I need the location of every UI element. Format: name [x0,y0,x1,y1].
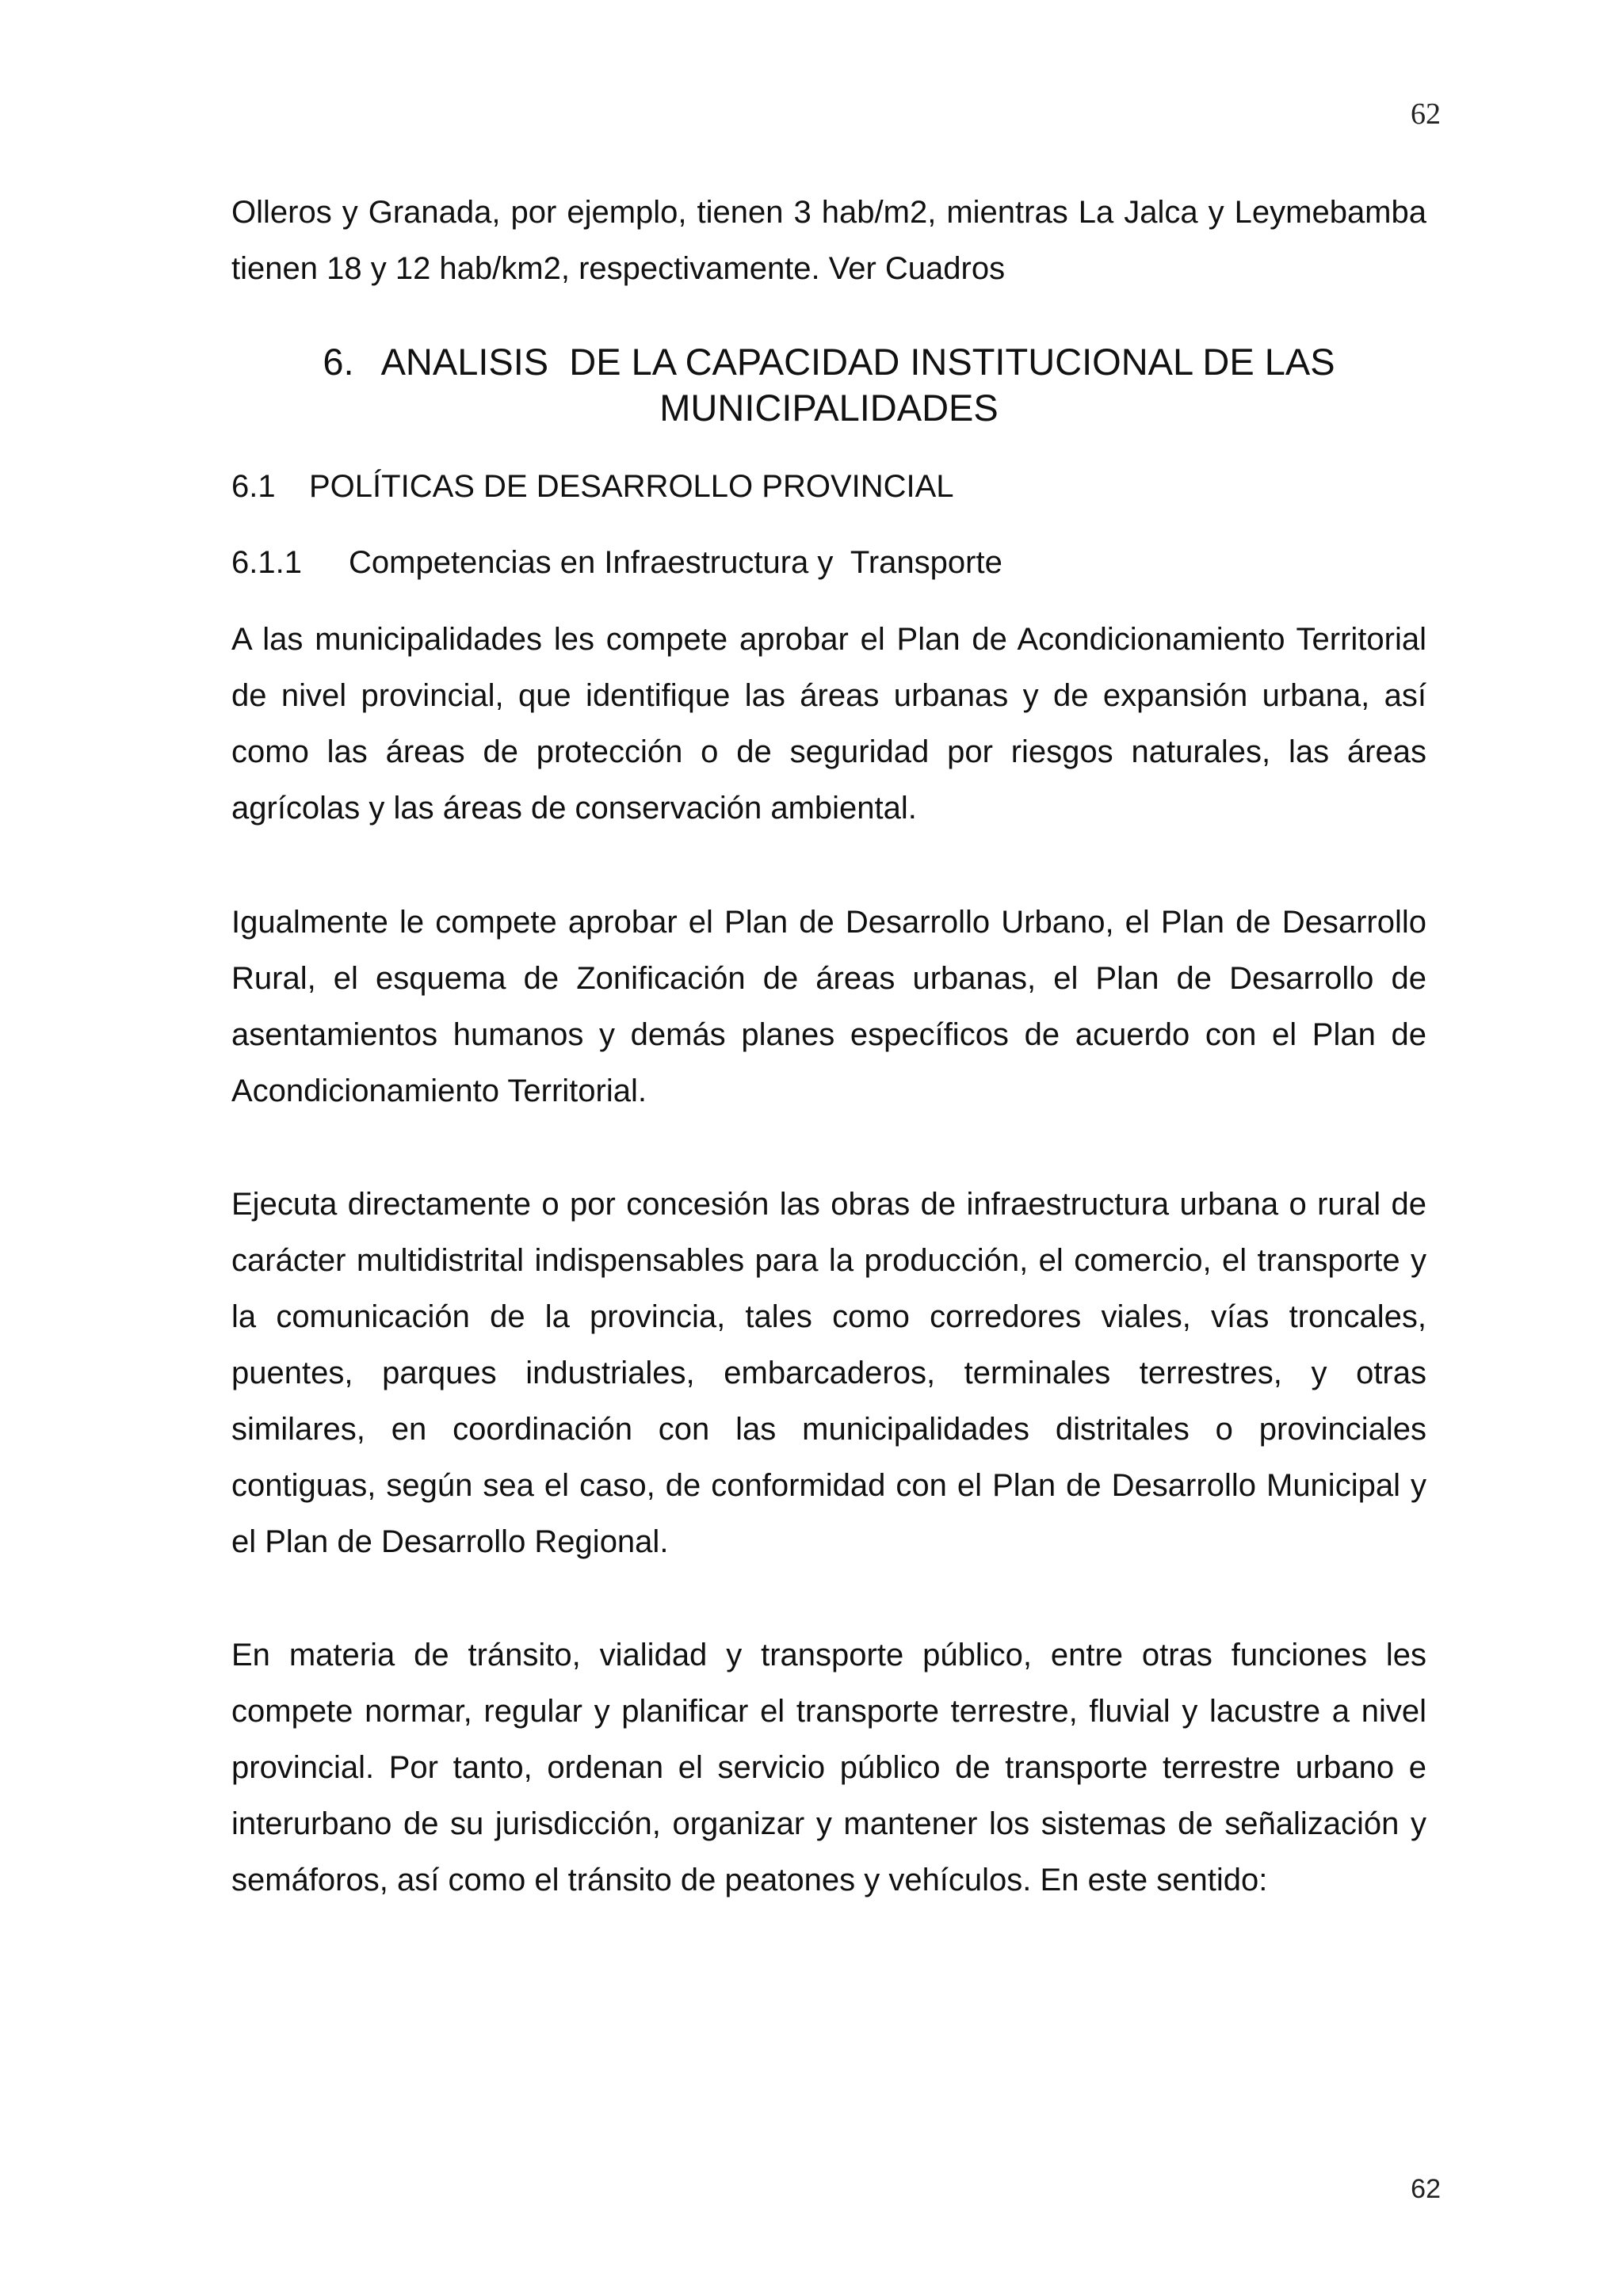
intro-paragraph: Olleros y Granada, por ejemplo, tienen 3 hab/m2, mientras La Jalca y Leymebamba tienen 18 y 12 hab/km2, respectivamente. Ver Cuadros [231,195,1426,286]
subsubsection-heading [231,539,1002,586]
body-paragraph: A las municipalidades les compete aprobar el Plan de Acondicionamiento Territorial de nivel provincial, que identifique las áreas urbanas y de expansión urbana, así como las áreas de protección o de seguridad por riesgos naturales, las áreas agrícolas y las áreas de conservación ambiental. [231,622,1426,826]
page-number-bottom: 62 [1411,2174,1441,2204]
section-title-line1: ANALISIS DE LA CAPACIDAD INSTITUCIONAL DE LAS [380,341,1335,383]
subsection-number: 6.1 [231,469,276,504]
subsection-heading [231,463,954,510]
section-title-line2: MUNICIPALIDADES [659,387,999,429]
section-heading-line1 [231,339,1426,385]
section-heading [231,339,1426,431]
subsubsection-title: Competencias en Infraestructura y Transporte [349,545,1002,580]
section-number: 6. [323,341,354,383]
subsection-title: POLÍTICAS DE DESARROLLO PROVINCIAL [309,469,954,504]
page-number-top: 62 [1411,97,1441,131]
body-paragraph: Igualmente le compete aprobar el Plan de Desarrollo Urbano, el Plan de Desarrollo Rural, el esquema de Zonificación de áreas urbanas, el Plan de Desarrollo de asentamientos humanos y demás planes específicos de acuerdo con el Plan de Acondicionamiento Territorial. [231,905,1426,1108]
body-paragraph: En materia de tránsito, vialidad y transporte público, entre otras funciones les compete normar, regular y planificar el transporte terrestre, fluvial y lacustre a nivel provincial. Por tanto, ordenan el servicio público de transporte terrestre urbano e interurbano de su jurisdicción, organizar y mantener los sistemas de señalización y semáforos, así como el tránsito de peatones y vehículos. En este sentido: [231,1638,1426,1897]
body-paragraph: Ejecuta directamente o por concesión las obras de infraestructura urbana o rural de carácter multidistrital indispensables para la producción, el comercio, el transporte y la comunicación de la provincia, tales como corredores viales, vías troncales, puentes, parques industriales, embarcaderos, terminales terrestres, y otras similares, en coordinación con las municipalidades distritales o provinciales contiguas, según sea el caso, de conformidad con el Plan de Desarrollo Municipal y el Plan de Desarrollo Regional. [231,1187,1426,1559]
subsubsection-number: 6.1.1 [231,545,302,580]
